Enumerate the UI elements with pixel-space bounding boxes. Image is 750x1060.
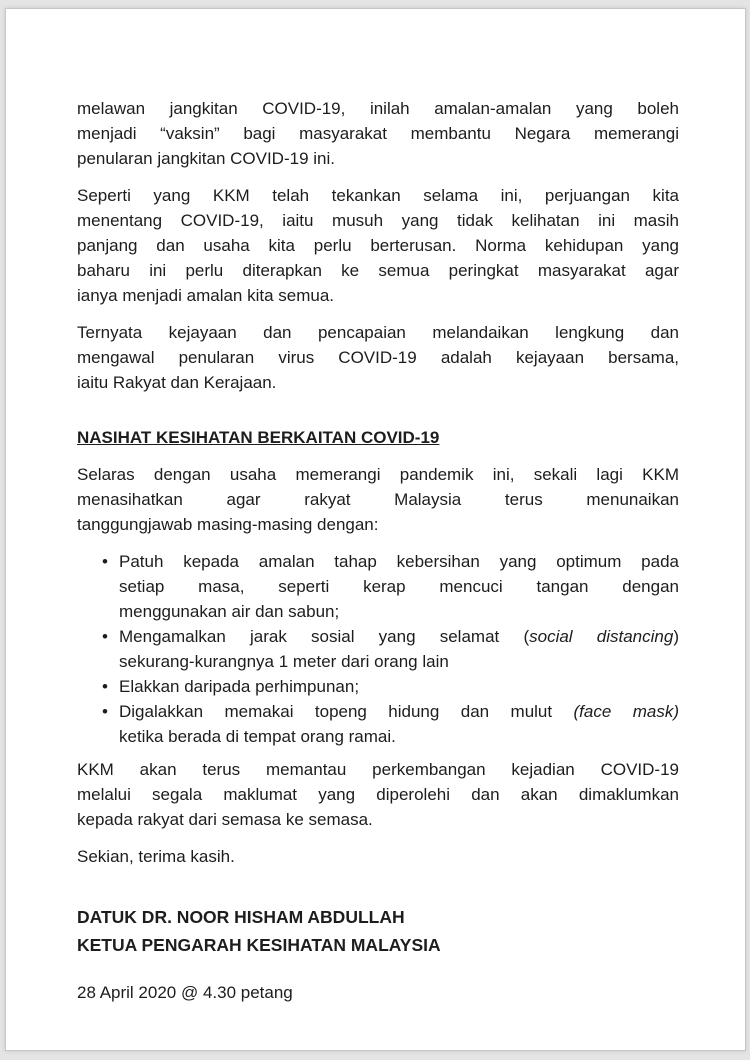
paragraph-kejayaan (77, 320, 679, 395)
text-line: melawan jangkitan COVID-19, inilah amalan-amalan yang boleh (77, 99, 679, 118)
advice-list (77, 549, 679, 749)
text-line: baharu ini perlu diterapkan ke semua peringkat masyarakat agar (77, 261, 679, 280)
paragraph-vaksin (77, 96, 679, 171)
text-line: Ternyata kejayaan dan pencapaian melandaikan lengkung dan (77, 323, 679, 342)
text-line: setiap masa, seperti kerap mencuci tangan dengan (119, 577, 679, 596)
text-line: kepada rakyat dari semasa ke semasa. (77, 810, 373, 829)
list-item-kebersihan (77, 549, 679, 624)
text-line: • Mengamalkan jarak sosial yang selamat (social distancing) (119, 627, 679, 646)
signature-name: DATUK DR. NOOR HISHAM ABDULLAH (77, 907, 405, 927)
text-line: menasihatkan agar rakyat Malaysia terus menunaikan (77, 490, 679, 509)
paragraph-closing (77, 844, 679, 869)
text-line: sekurang-kurangnya 1 meter dari orang lain (119, 652, 449, 671)
text-line: • Digalakkan memakai topeng hidung dan mulut (face mask) (119, 702, 679, 721)
text-line: ianya menjadi amalan kita semua. (77, 286, 335, 305)
list-item-topeng (77, 699, 679, 749)
text-line: iaitu Rakyat dan Kerajaan. (77, 373, 277, 392)
text-line: penularan jangkitan COVID-19 ini. (77, 149, 335, 168)
list-item-jarak-sosial (77, 624, 679, 674)
text-line: menggunakan air dan sabun; (119, 602, 340, 621)
document-page (5, 8, 746, 1051)
text-line: menentang COVID-19, iaitu musuh yang tidak kelihatan ini masih (77, 211, 679, 230)
paragraph-pemantauan (77, 757, 679, 832)
section-heading: NASIHAT KESIHATAN BERKAITAN COVID-19 (77, 428, 440, 447)
text-line: tanggungjawab masing-masing dengan: (77, 515, 379, 534)
text-line: panjang dan usaha kita perlu berterusan. Norma kehidupan yang (77, 236, 679, 255)
list-item-perhimpunan (77, 674, 679, 699)
signature-block (77, 903, 679, 959)
text-line: • Elakkan daripada perhimpunan; (119, 677, 360, 696)
text-line: ketika berada di tempat orang ramai. (119, 727, 396, 746)
paragraph-nasihat-intro (77, 462, 679, 537)
text-line: Sekian, terima kasih. (77, 847, 235, 866)
text-line: Seperti yang KKM telah tekankan selama ini, perjuangan kita (77, 186, 679, 205)
signature-title: KETUA PENGARAH KESIHATAN MALAYSIA (77, 935, 441, 955)
paragraph-perjuangan (77, 183, 679, 308)
text-line: Selaras dengan usaha memerangi pandemik ini, sekali lagi KKM (77, 465, 679, 484)
text-line: menjadi “vaksin” bagi masyarakat membantu Negara memerangi (77, 124, 679, 143)
date-line: 28 April 2020 @ 4.30 petang (77, 983, 293, 1002)
text-line: KKM akan terus memantau perkembangan kejadian COVID-19 (77, 760, 679, 779)
text-line: melalui segala maklumat yang diperolehi dan akan dimaklumkan (77, 785, 679, 804)
text-line: mengawal penularan virus COVID-19 adalah kejayaan bersama, (77, 348, 679, 367)
text-line: • Patuh kepada amalan tahap kebersihan yang optimum pada (119, 552, 679, 571)
